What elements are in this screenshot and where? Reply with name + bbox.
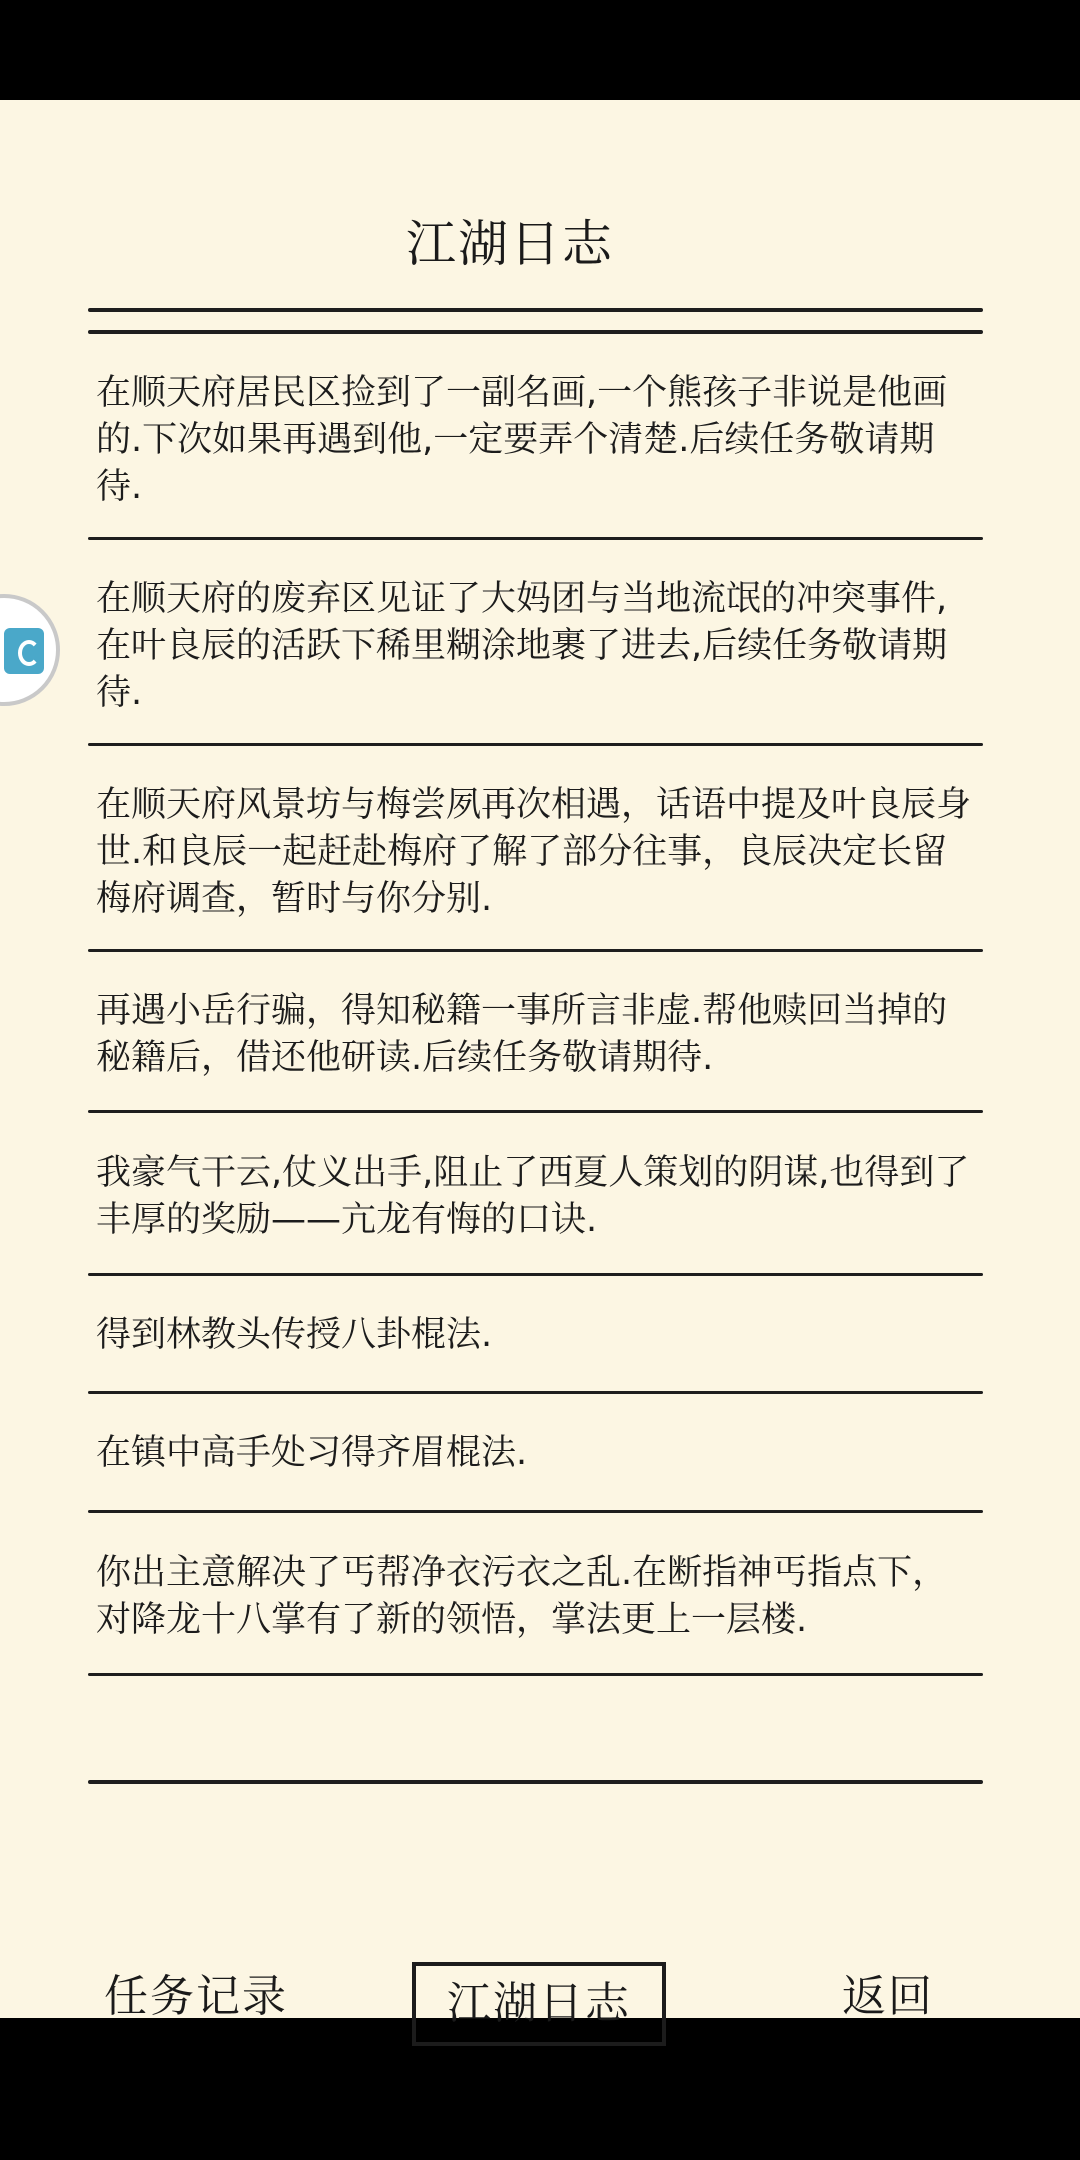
journal-entry: 在顺天府的废弃区见证了大妈团与当地流氓的冲突事件,在叶良辰的活跃下稀里糊涂地裹了进去,后续任务敬请期待. bbox=[96, 579, 948, 713]
entry-divider bbox=[88, 537, 983, 540]
entry-divider bbox=[88, 743, 983, 746]
journal-entry: 得到林教头传授八卦棍法. bbox=[96, 1315, 493, 1355]
journal-entry: 我豪气干云,仗义出手,阻止了西夏人策划的阴谋,也得到了丰厚的奖励——亢龙有悔的口诀. bbox=[96, 1153, 970, 1240]
page-title: 江湖日志 bbox=[406, 215, 614, 273]
app-shortcut-icon bbox=[4, 628, 44, 674]
journal-entry: 再遇小岳行骗，得知秘籍一事所言非虚.帮他赎回当掉的秘籍后，借还他研读.后续任务敬请期待. bbox=[96, 991, 948, 1078]
entry-divider bbox=[88, 1110, 983, 1113]
entry-divider bbox=[88, 1673, 983, 1676]
journal-entry: 在顺天府居民区捡到了一副名画,一个熊孩子非说是他画的.下次如果再遇到他,一定要弄个清楚.后续任务敬请期待. bbox=[96, 373, 948, 507]
entry-divider bbox=[88, 1391, 983, 1394]
journal-entry: 在镇中高手处习得齐眉棍法. bbox=[96, 1433, 528, 1473]
entry-divider bbox=[88, 949, 983, 952]
floating-shortcut-button[interactable] bbox=[0, 594, 60, 706]
tab-task-record[interactable]: 任务记录 bbox=[104, 1971, 288, 2022]
title-divider-bottom bbox=[88, 330, 983, 334]
entry-divider bbox=[88, 1510, 983, 1513]
back-button[interactable]: 返回 bbox=[842, 1971, 934, 2022]
list-bottom-divider bbox=[88, 1780, 983, 1784]
entry-divider bbox=[88, 1273, 983, 1276]
journal-entry: 在顺天府风景坊与梅尝夙再次相遇，话语中提及叶良辰身世.和良辰一起赶赴梅府了解了部分往事，良辰决定长留梅府调查，暂时与你分别. bbox=[96, 785, 972, 919]
tab-journal[interactable]: 江湖日志 bbox=[412, 1962, 666, 2046]
title-divider-top bbox=[88, 308, 983, 312]
journal-entry: 你出主意解决了丐帮净衣污衣之乱.在断指神丐指点下，对降龙十八掌有了新的领悟，掌法更上一层楼. bbox=[96, 1553, 948, 1640]
journal-page bbox=[0, 100, 1080, 2029]
